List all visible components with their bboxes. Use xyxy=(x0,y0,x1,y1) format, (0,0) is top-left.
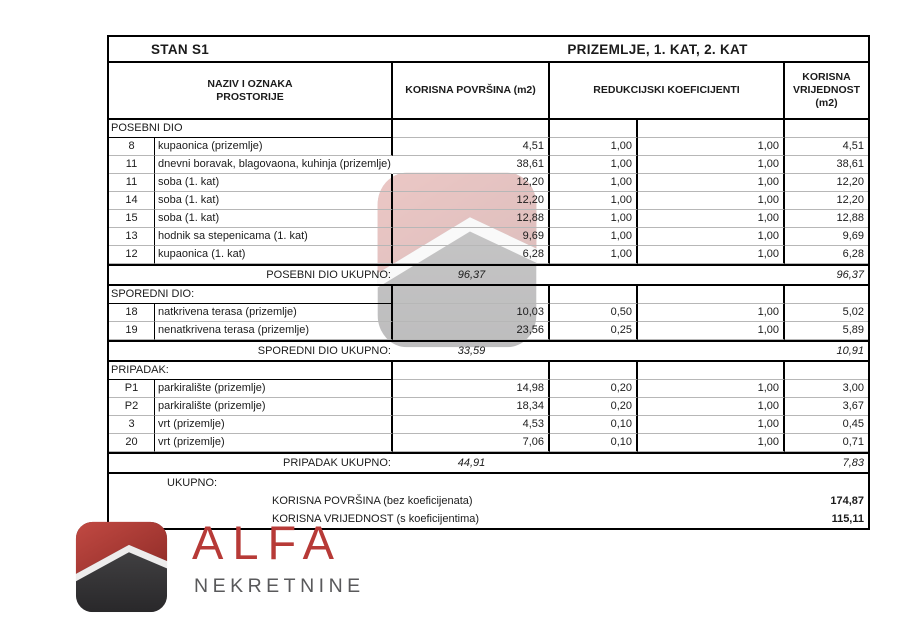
room-coefficient-2: 1,00 xyxy=(638,434,785,452)
floors-title: PRIZEMLJE, 1. KAT, 2. KAT xyxy=(567,41,748,57)
section-total-value: 96,37 xyxy=(836,268,864,281)
room-area: 14,98 xyxy=(393,380,550,398)
table-title-row xyxy=(109,37,868,63)
room-name: kupaonica (prizemlje) xyxy=(155,138,393,156)
section-total-area: 44,91 xyxy=(457,456,486,469)
table-row xyxy=(109,156,868,174)
room-value: 12,88 xyxy=(785,210,868,228)
room-value: 12,20 xyxy=(785,174,868,192)
area-calculation-table xyxy=(107,35,870,530)
room-name: parkiralište (prizemlje) xyxy=(155,398,393,416)
section-row xyxy=(109,120,868,138)
section-total-value: 7,83 xyxy=(842,456,864,469)
table-row xyxy=(109,322,868,340)
room-code: 15 xyxy=(109,210,155,228)
room-coefficient-1: 0,10 xyxy=(550,434,638,452)
column-header-value-line2: VRIJEDNOST xyxy=(792,84,861,96)
section-total-label: SPOREDNI DIO UKUPNO: xyxy=(257,344,391,357)
room-name: vrt (prizemlje) xyxy=(155,416,393,434)
room-coefficient-2: 1,00 xyxy=(638,192,785,210)
section-value-cell xyxy=(785,120,868,138)
room-code: 8 xyxy=(109,138,155,156)
table-row xyxy=(109,192,868,210)
room-value: 38,61 xyxy=(785,156,868,174)
section-total-row xyxy=(109,340,868,362)
logo-title: ALFA xyxy=(192,516,343,569)
section-k2-cell xyxy=(638,120,785,138)
room-coefficient-2: 1,00 xyxy=(638,398,785,416)
room-coefficient-2: 1,00 xyxy=(638,228,785,246)
table-row xyxy=(109,398,868,416)
room-coefficient-1: 0,50 xyxy=(550,304,638,322)
section-k1-cell xyxy=(550,120,638,138)
summary-title: UKUPNO: xyxy=(167,477,218,489)
section-total-value: 10,91 xyxy=(836,344,864,357)
room-area: 4,51 xyxy=(393,138,550,156)
section-label: PRIPADAK: xyxy=(109,362,393,380)
summary-value-label: KORISNA VRIJEDNOST (s koeficijentima) xyxy=(272,513,480,525)
room-coefficient-2: 1,00 xyxy=(638,416,785,434)
room-value: 0,71 xyxy=(785,434,868,452)
room-coefficient-2: 1,00 xyxy=(638,138,785,156)
room-code: P2 xyxy=(109,398,155,416)
room-area: 12,20 xyxy=(393,174,550,192)
room-value: 6,28 xyxy=(785,246,868,264)
column-header-value-line3: (m2) xyxy=(815,97,838,109)
room-coefficient-1: 0,20 xyxy=(550,380,638,398)
room-coefficient-1: 1,00 xyxy=(550,192,638,210)
section-total-row xyxy=(109,452,868,474)
room-coefficient-2: 1,00 xyxy=(638,304,785,322)
room-coefficient-1: 1,00 xyxy=(550,246,638,264)
section-row xyxy=(109,286,868,304)
summary-area-value: 174,87 xyxy=(830,495,864,507)
column-header-name-line2: PROSTORIJE xyxy=(216,90,284,103)
room-name: kupaonica (1. kat) xyxy=(155,246,393,264)
summary-area-label: KORISNA POVRŠINA (bez koeficijenata) xyxy=(272,495,473,507)
room-area: 4,53 xyxy=(393,416,550,434)
room-code: 13 xyxy=(109,228,155,246)
room-code: 3 xyxy=(109,416,155,434)
room-coefficient-1: 1,00 xyxy=(550,210,638,228)
room-area: 7,06 xyxy=(393,434,550,452)
section-total-label: POSEBNI DIO UKUPNO: xyxy=(266,268,391,281)
room-value: 9,69 xyxy=(785,228,868,246)
room-value: 4,51 xyxy=(785,138,868,156)
room-area: 18,34 xyxy=(393,398,550,416)
room-name: vrt (prizemlje) xyxy=(155,434,393,452)
room-name: soba (1. kat) xyxy=(155,192,393,210)
table-row xyxy=(109,304,868,322)
room-area: 12,20 xyxy=(393,192,550,210)
column-header-value xyxy=(785,63,868,118)
table-row xyxy=(109,416,868,434)
room-code: 11 xyxy=(109,174,155,192)
summary-value-value: 115,11 xyxy=(831,513,864,525)
table-header-row xyxy=(109,63,868,120)
table-row xyxy=(109,434,868,452)
table-row xyxy=(109,210,868,228)
table-row xyxy=(109,246,868,264)
room-coefficient-2: 1,00 xyxy=(638,174,785,192)
room-value: 3,00 xyxy=(785,380,868,398)
section-total-area: 96,37 xyxy=(457,268,486,281)
apartment-title: STAN S1 xyxy=(151,41,210,57)
room-code: 20 xyxy=(109,434,155,452)
mountain-roof-icon xyxy=(75,521,168,613)
room-code: 18 xyxy=(109,304,155,322)
table-row xyxy=(109,228,868,246)
room-coefficient-2: 1,00 xyxy=(638,380,785,398)
section-area-cell xyxy=(393,286,550,304)
column-header-coefficients-label: REDUKCIJSKI KOEFICIJENTI xyxy=(593,84,740,96)
room-name: dnevni boravak, blagovaona, kuhinja (prizemlje) xyxy=(155,156,393,174)
room-name: soba (1. kat) xyxy=(155,210,393,228)
logo-subtitle: NEKRETNINE xyxy=(194,575,365,597)
room-value: 5,89 xyxy=(785,322,868,340)
section-k1-cell xyxy=(550,362,638,380)
room-value: 0,45 xyxy=(785,416,868,434)
room-area: 23,56 xyxy=(393,322,550,340)
section-total-label: PRIPADAK UKUPNO: xyxy=(283,456,391,469)
table-body xyxy=(109,120,868,474)
room-code: P1 xyxy=(109,380,155,398)
section-k1-cell xyxy=(550,286,638,304)
room-area: 38,61 xyxy=(393,156,550,174)
room-value: 5,02 xyxy=(785,304,868,322)
room-area: 9,69 xyxy=(393,228,550,246)
room-code: 14 xyxy=(109,192,155,210)
room-coefficient-2: 1,00 xyxy=(638,156,785,174)
room-code: 12 xyxy=(109,246,155,264)
section-value-cell xyxy=(785,362,868,380)
room-coefficient-2: 1,00 xyxy=(638,322,785,340)
room-code: 11 xyxy=(109,156,155,174)
section-value-cell xyxy=(785,286,868,304)
section-area-cell xyxy=(393,362,550,380)
room-code: 19 xyxy=(109,322,155,340)
column-header-value-line1: KORISNA xyxy=(802,71,851,83)
room-area: 6,28 xyxy=(393,246,550,264)
room-coefficient-1: 1,00 xyxy=(550,228,638,246)
summary-title-row xyxy=(109,474,868,492)
room-coefficient-1: 0,20 xyxy=(550,398,638,416)
room-name: soba (1. kat) xyxy=(155,174,393,192)
room-coefficient-1: 1,00 xyxy=(550,138,638,156)
table-row xyxy=(109,138,868,156)
summary-area-row xyxy=(109,492,868,510)
room-coefficient-1: 0,25 xyxy=(550,322,638,340)
column-header-area-label: KORISNA POVRŠINA (m2) xyxy=(405,84,536,96)
room-coefficient-2: 1,00 xyxy=(638,210,785,228)
section-row xyxy=(109,362,868,380)
room-value: 12,20 xyxy=(785,192,868,210)
table-row xyxy=(109,174,868,192)
room-area: 10,03 xyxy=(393,304,550,322)
room-name: nenatkrivena terasa (prizemlje) xyxy=(155,322,393,340)
column-header-name-line1: NAZIV I OZNAKA xyxy=(207,77,293,90)
room-coefficient-2: 1,00 xyxy=(638,246,785,264)
room-area: 12,88 xyxy=(393,210,550,228)
section-total-area: 33,59 xyxy=(457,344,486,357)
column-header-area xyxy=(393,63,550,118)
table-row xyxy=(109,380,868,398)
column-header-name xyxy=(109,63,393,118)
room-coefficient-1: 0,10 xyxy=(550,416,638,434)
room-name: parkiralište (prizemlje) xyxy=(155,380,393,398)
room-value: 3,67 xyxy=(785,398,868,416)
section-k2-cell xyxy=(638,286,785,304)
section-label: SPOREDNI DIO: xyxy=(109,286,393,304)
room-coefficient-1: 1,00 xyxy=(550,156,638,174)
room-coefficient-1: 1,00 xyxy=(550,174,638,192)
section-total-row xyxy=(109,264,868,286)
room-name: hodnik sa stepenicama (1. kat) xyxy=(155,228,393,246)
section-label: POSEBNI DIO xyxy=(109,120,393,138)
room-name: natkrivena terasa (prizemlje) xyxy=(155,304,393,322)
column-header-coefficients xyxy=(550,63,785,118)
section-k2-cell xyxy=(638,362,785,380)
section-area-cell xyxy=(393,120,550,138)
